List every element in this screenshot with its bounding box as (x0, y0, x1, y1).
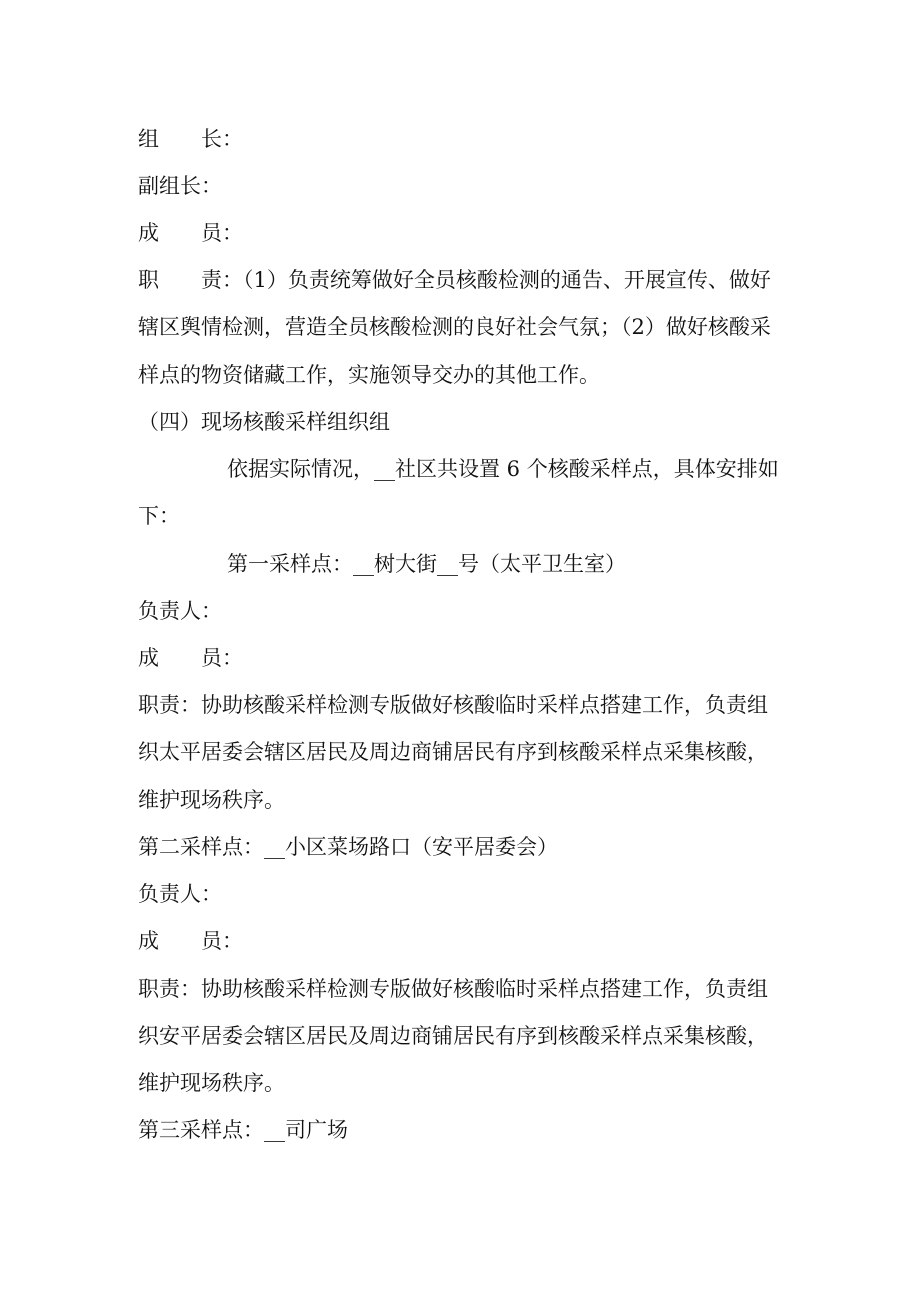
deputy-leader-label: 副组长： (138, 174, 222, 198)
sampling-point-heading: 第二采样点：__小区菜场路口（安平居委会） (138, 835, 558, 859)
section-heading: （四）现场核酸采样组织组 (138, 410, 390, 434)
duties-paragraph-line: 维护现场秩序。 (138, 788, 285, 812)
duties-paragraph-line: 样点的物资储藏工作，实施领导交办的其他工作。 (138, 363, 600, 387)
members-label: 成 员： (138, 221, 243, 245)
sampling-point-heading: 第三采样点：__司广场 (138, 1118, 348, 1142)
leader-label: 组 长： (138, 127, 243, 151)
duties-paragraph-line: 维护现场秩序。 (138, 1071, 285, 1095)
responsible-person-label: 负责人： (138, 599, 222, 623)
duties-paragraph-line: 职责：协助核酸采样检测专版做好核酸临时采样点搭建工作，负责组 (138, 977, 768, 1001)
duties-paragraph-line: 织太平居委会辖区居民及周边商铺居民有序到核酸采样点采集核酸， (138, 740, 768, 764)
duties-paragraph-line: 职 责：（1）负责统筹做好全员核酸检测的通告、开展宣传、做好 (138, 268, 771, 292)
responsible-person-label: 负责人： (138, 882, 222, 906)
sampling-point-heading: 第一采样点：__树大街__号（太平卫生室） (227, 552, 626, 576)
body-paragraph-line: 依据实际情况，__社区共设置 6 个核酸采样点，具体安排如 (227, 457, 779, 481)
members-label: 成 员： (138, 646, 243, 670)
duties-paragraph-line: 辖区舆情检测，营造全员核酸检测的良好社会气氛；（2）做好核酸采 (138, 315, 771, 339)
body-paragraph-line: 下： (138, 504, 180, 528)
duties-paragraph-line: 织安平居委会辖区居民及周边商铺居民有序到核酸采样点采集核酸， (138, 1024, 768, 1048)
members-label: 成 员： (138, 929, 243, 953)
duties-paragraph-line: 职责：协助核酸采样检测专版做好核酸临时采样点搭建工作，负责组 (138, 693, 768, 717)
